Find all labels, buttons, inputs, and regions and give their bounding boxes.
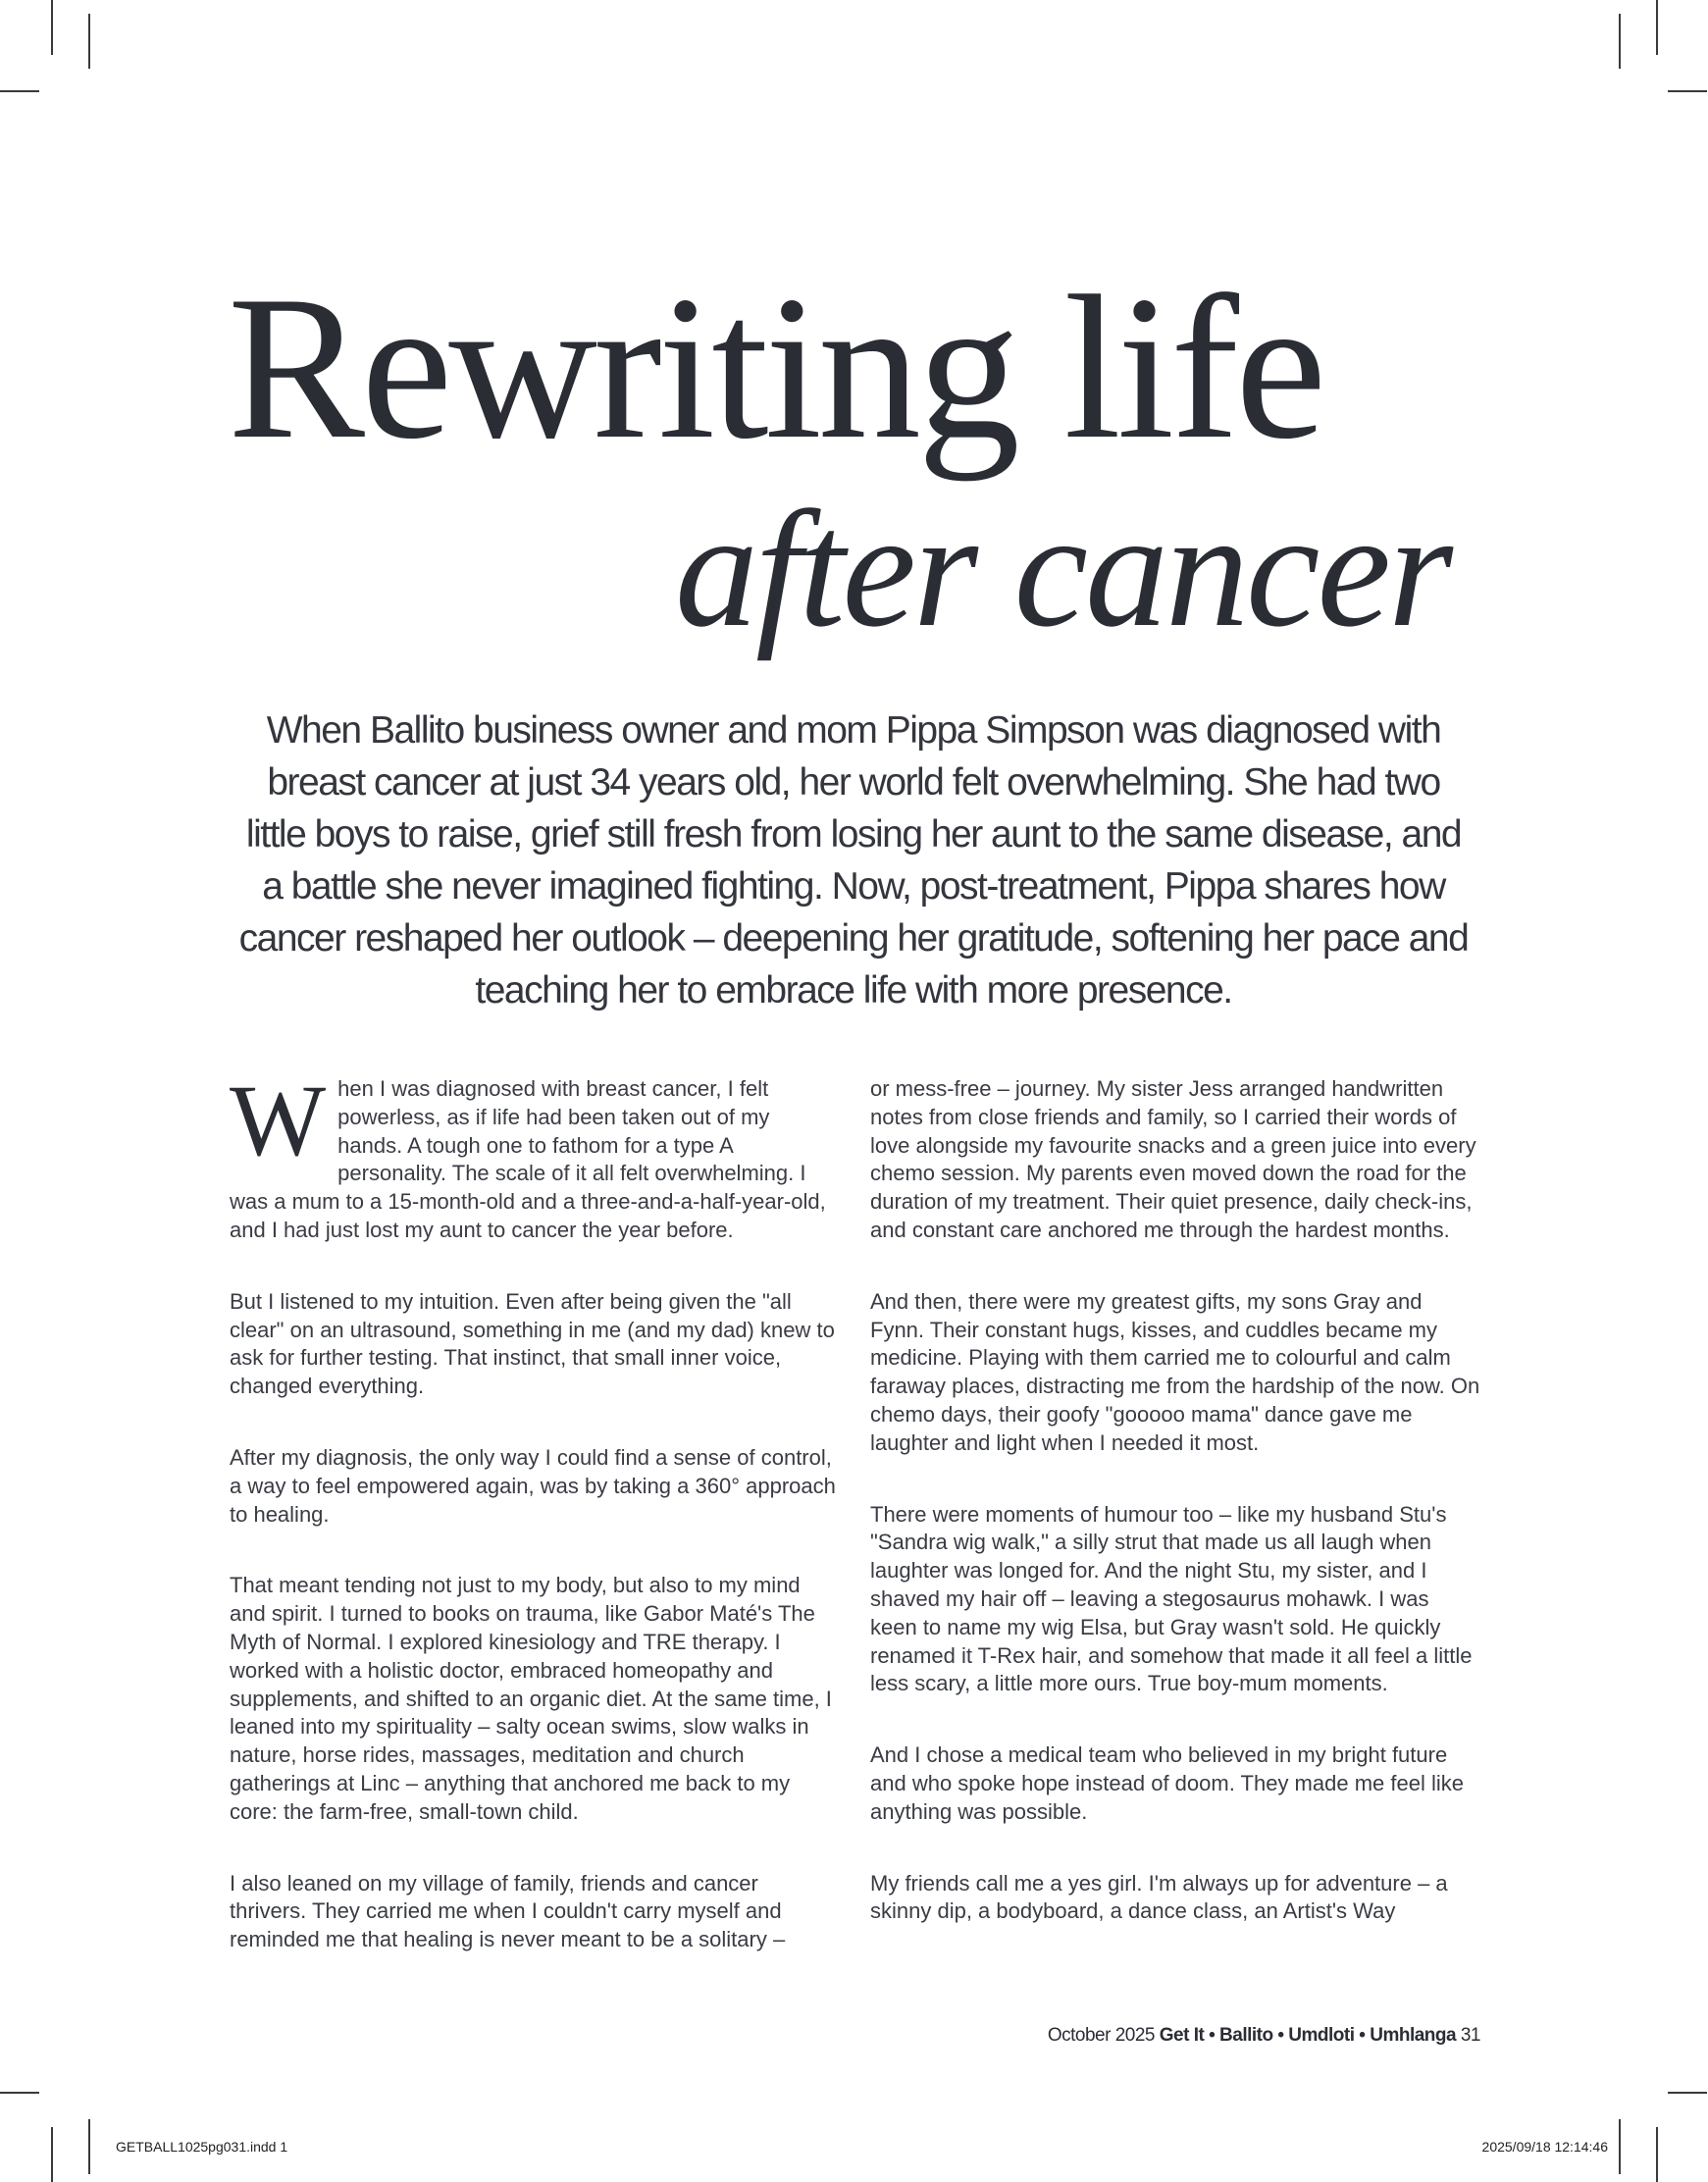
folio-date: October 2025 xyxy=(1047,2025,1155,2046)
standfirst: When Ballito business owner and mom Pippa Simpson was diagnosed with breast cancer at just 34 years old, her world felt overwhelming. She had two little boys to raise, grief still fresh from losing her aunt to the same disease, and a battle she never imagined fighting. Now, post-treatment, Pippa shares how cancer reshaped her outlook – deepening her gratitude, softening her pace and teaching her to embrace life with more presence. xyxy=(238,709,1469,1012)
page-number: 31 xyxy=(1460,2025,1480,2046)
body-paragraph: But I listened to my intuition. Even after being given the "all clear" on an ultrasound, something in me (and my dad) knew to ask for further testing. That instinct, that small inner voice, changed everything. xyxy=(230,1288,835,1399)
body-column-left xyxy=(230,1065,840,1998)
body-paragraph: I also leaned on my village of family, friends and cancer thrivers. They carried me when I couldn't carry myself and reminded me that healing is never meant to be a solitary – xyxy=(230,1870,786,1952)
crop-mark xyxy=(1619,14,1621,69)
body-paragraph: And I chose a medical team who believed in my bright future and who spoke hope instead of doom. They made me feel like anything was possible. xyxy=(870,1742,1464,1824)
crop-mark xyxy=(51,2127,53,2182)
folio-brand: Get It • Ballito • Umdloti • Umhlanga xyxy=(1159,2025,1457,2046)
slug-timestamp: 2025/09/18 12:14:46 xyxy=(1481,2139,1608,2155)
headline-line2: after cancer xyxy=(675,477,1451,661)
folio xyxy=(1048,2025,1480,2047)
body-paragraph: After my diagnosis, the only way I could find a sense of control, a way to feel empowered again, was by taking a 360° approach to healing. xyxy=(230,1444,836,1527)
crop-mark xyxy=(1668,2092,1707,2094)
crop-mark xyxy=(0,2092,39,2094)
crop-mark xyxy=(88,14,90,69)
body-paragraph: My friends call me a yes girl. I'm always up for adventure – a skinny dip, a bodyboard, a dance class, an Artist's Way xyxy=(870,1870,1448,1924)
crop-mark xyxy=(0,90,39,92)
body-paragraph: There were moments of humour too – like my husband Stu's "Sandra wig walk," a silly strut that made us all laugh when laughter was longed for. And the night Stu, my sister, and I shaved my hair off – leaving a stegosaurus mohawk. I was keen to name my wig Elsa, but Gray wasn't sold. He quickly renamed it T-Rex hair, and somehow that made it all feel a little less scary, a little more ours. True boy-mum moments. xyxy=(870,1501,1473,1696)
drop-cap: W xyxy=(230,1065,327,1177)
slug-filename: GETBALL1025pg031.indd 1 xyxy=(116,2139,288,2155)
body-paragraph: or mess-free – journey. My sister Jess arranged handwritten notes from close friends and family, so I carried their words of love alongside my favourite snacks and a green juice into every chemo session. My parents even moved down the road for the duration of my treatment. Their quiet presence, daily check-ins, and constant care anchored me through the hardest months. xyxy=(870,1076,1476,1242)
crop-mark xyxy=(51,0,53,55)
headline-line1: Rewriting life xyxy=(228,254,1323,482)
body-column-right xyxy=(870,1075,1480,1969)
crop-mark xyxy=(1668,90,1707,92)
crop-mark xyxy=(1656,0,1658,55)
body-paragraph: That meant tending not just to my body, but also to my mind and spirit. I turned to books on trauma, like Gabor Maté's The Myth of Normal. I explored kinesiology and TRE therapy. I worked with a holistic doctor, embraced homeopathy and supplements, and shifted to an organic diet. At the same time, I leaned into my spirituality – salty ocean swims, slow walks in nature, horse rides, massages, meditation and church gatherings at Linc – anything that anchored me back to my core: the farm-free, small-town child. xyxy=(230,1573,832,1824)
crop-mark xyxy=(1656,2127,1658,2182)
crop-mark xyxy=(1619,2119,1621,2174)
crop-mark xyxy=(88,2119,90,2174)
body-paragraph: When I was diagnosed with breast cancer, I felt powerless, as if life had been taken out of my hands. A tough one to fathom for a type A personality. The scale of it all felt overwhelming. I was a mum to a 15-month-old and a three-and-a-half-year-old, and I had just lost my aunt to cancer the year before. xyxy=(230,1065,826,1242)
body-paragraph: And then, there were my greatest gifts, my sons Gray and Fynn. Their constant hugs, kisses, and cuddles became my medicine. Playing with them carried me to colourful and calm faraway places, distracting me from the hardship of the now. On chemo days, their goofy "gooooo mama" dance gave me laughter and light when I needed it most. xyxy=(870,1288,1480,1455)
